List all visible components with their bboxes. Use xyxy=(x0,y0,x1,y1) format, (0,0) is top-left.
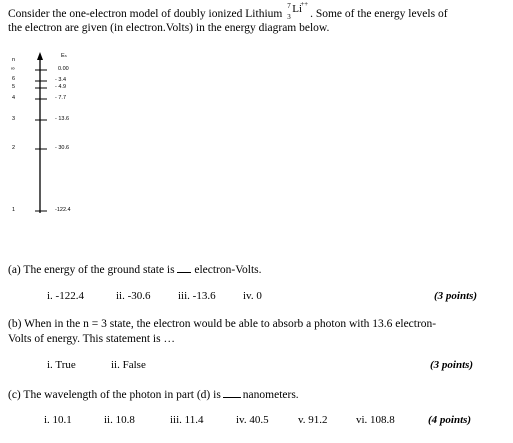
level-n-3: 3 xyxy=(12,116,16,122)
level-n-inf: ∞ xyxy=(11,66,15,72)
question-a-option-3[interactable]: iii. -13.6 xyxy=(178,290,216,302)
energy-column-header: Eₙ xyxy=(61,53,67,59)
level-energy-2: - 30.6 xyxy=(55,145,70,151)
n-column-header: n xyxy=(12,57,16,63)
question-a-blank xyxy=(177,262,191,273)
level-energy-6: - 3.4 xyxy=(55,77,67,83)
question-c-option-5[interactable]: v. 91.2 xyxy=(298,414,328,426)
nuclide-charge: ++ xyxy=(300,0,309,8)
energy-diagram-axis xyxy=(0,48,120,218)
question-b-option-2[interactable]: ii. False xyxy=(111,359,146,371)
question-c-option-1[interactable]: i. 10.1 xyxy=(44,414,72,426)
nuclide-element-symbol: Li xyxy=(292,3,302,15)
question-c-stem xyxy=(8,387,299,401)
question-c-points: (4 points) xyxy=(428,414,472,426)
question-b-points: (3 points) xyxy=(430,359,474,371)
question-b-option-1[interactable]: i. True xyxy=(47,359,76,371)
question-b-stem-line-2: Volts of energy. This statement is … xyxy=(8,333,175,345)
intro-text-after-nuclide: . Some of the energy levels of xyxy=(310,8,448,20)
level-energy-4: - 7.7 xyxy=(55,95,67,101)
question-a-option-2[interactable]: ii. -30.6 xyxy=(116,290,151,302)
question-c-text-after-blank: nanometers. xyxy=(242,389,299,401)
question-a-points: (3 points) xyxy=(434,290,478,302)
question-c-option-2[interactable]: ii. 10.8 xyxy=(104,414,135,426)
nuclide-atomic-number: 3 xyxy=(287,13,291,21)
level-n-2: 2 xyxy=(12,145,16,151)
question-c-blank xyxy=(223,387,241,398)
intro-text-before-nuclide: Consider the one-electron model of doubly ionized Lithium xyxy=(8,8,283,20)
lithium-nuclide-symbol xyxy=(285,0,309,21)
level-energy-1: -122.4 xyxy=(55,207,71,213)
question-a-text-after-blank: electron-Volts. xyxy=(194,264,262,276)
level-energy-5: - 4.9 xyxy=(55,84,67,90)
energy-level-diagram xyxy=(0,48,120,218)
level-n-6: 6 xyxy=(12,76,16,82)
question-a-option-1[interactable]: i. -122.4 xyxy=(47,290,84,302)
question-c-option-3[interactable]: iii. 11.4 xyxy=(170,414,204,426)
question-a-option-4[interactable]: iv. 0 xyxy=(243,290,262,302)
level-n-4: 4 xyxy=(12,95,16,101)
question-c-option-6[interactable]: vi. 108.8 xyxy=(356,414,395,426)
question-b-stem-line-1: (b) When in the n = 3 state, the electron would be able to absorb a photon with 13.6 electron- xyxy=(8,318,437,330)
intro-line-2: the electron are given (in electron.Volts) in the energy diagram below. xyxy=(8,22,330,34)
question-a-stem xyxy=(8,262,262,276)
level-n-5: 5 xyxy=(12,84,16,90)
question-c-text-before-blank: (c) The wavelength of the photon in part (d) is xyxy=(8,389,221,401)
level-n-1: 1 xyxy=(12,207,16,213)
nuclide-mass-number: 7 xyxy=(287,2,291,10)
intro-line-1 xyxy=(8,0,508,21)
problem-intro xyxy=(8,0,508,35)
level-energy-3: - 13.6 xyxy=(55,116,70,122)
question-a-text-before-blank: (a) The energy of the ground state is xyxy=(8,264,175,276)
question-c-option-4[interactable]: iv. 40.5 xyxy=(236,414,269,426)
level-energy-inf: 0.00 xyxy=(58,66,69,72)
